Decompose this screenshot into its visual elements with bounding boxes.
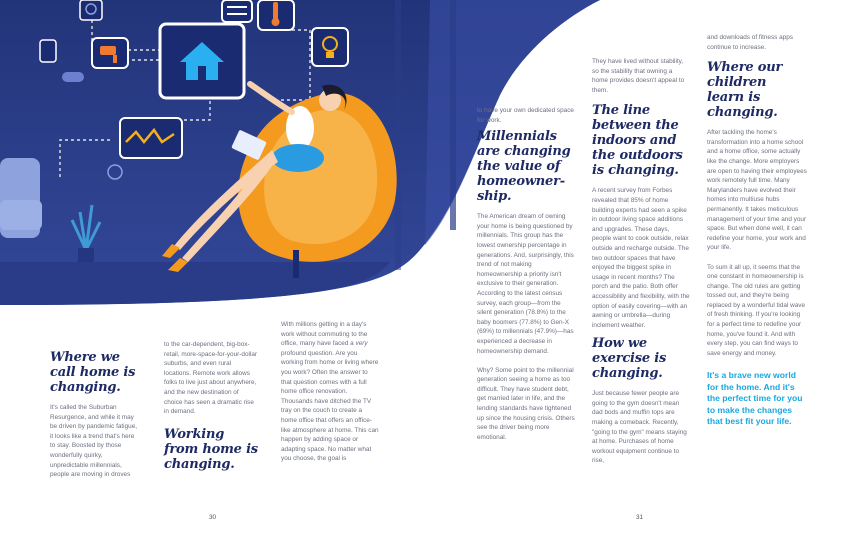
body-text: With millions getting in a day's work without commuting to the office, many have faced a very profound question. Are you working from home or living where you work? Often the answer to that question comes with a full home office renovation. Thousands have ditched the TV tray on the couch to create a home office that offers an office-like atmosphere at home. This can happen by adding space or adapting space. No matter what you choose, the goal is	[281, 321, 379, 463]
heading-working-from-home: Working from home is changing.	[164, 426, 258, 472]
left-col-2	[164, 340, 258, 472]
left-col-1	[50, 350, 141, 480]
right-col-1	[477, 106, 575, 442]
body-text: A recent survey from Forbes revealed that 85% of home building experts had seen a spike in outdoor living space additions and upgrades. These days, people want to cook outside, relax outside and recharge outside. The two outdoor spaces that have enjoyed the biggest spike in usage in recent months? The porch and the patio. Both offer accessibility and flexibility, with the option of easily covering—with an awning or umbrella—during inclement weather.	[592, 187, 690, 329]
body-text: and downloads of fitness apps continue to increase.	[707, 34, 793, 51]
callout-brave-new-world: It's a brave new world for the home. And it's the perfect time for you to make the changes that best fit your life.	[707, 370, 803, 427]
body-text: It's called the Suburban Resurgence, and while it may be driven by pandemic fatigue, it looks like a trend that's here to stay. Boosted by those wonderfully quirky, unpredictable millennials, people are moving in droves	[50, 404, 138, 479]
body-text: Why? Some point to the millennial generation seeing a home as too difficult. They have student debt, get married later in life, and the lending standards have tightened up since the housing crisis. Others see the driver being more emotional.	[477, 366, 575, 441]
heading-millennials: Millennials are changing the value of homeowner-ship.	[477, 129, 571, 205]
body-text: They have lived without stability, so the stability that owning a home provides doesn't appeal to them.	[592, 58, 685, 94]
heading-children-learn: Where our children learn is changing.	[707, 60, 783, 121]
body-text: After tackling the home's transformation into a home school and a home office, some actually like the change. More employers are open to having their employees work remotely full time. Many Marylanders have evolved their homes into multiuse hubs permanently. It takes meticulous management of your time and your space. But when done well, it can redefine your home, your work and your life.	[707, 129, 807, 252]
heading-where-we-call-home: Where we call home is changing.	[50, 350, 136, 395]
right-col-2	[592, 57, 690, 466]
page-number-right: 31	[636, 514, 644, 521]
body-text: to have your own dedicated space for work.	[477, 107, 574, 124]
body-text: The American dream of owning your home is being questioned by millennials. This group has the lowest ownership percentage in generations. And, surprisingly, this trend of not making homeownership a priority isn't exclusive to their generation. According to the latest census survey, each group—from the silent generation (78.8%) to the baby boomers (77.8%) to Gen-X (69%) to millennials (47.9%)—has experienced a decrease in homeownership demand.	[477, 213, 574, 355]
heading-indoors-outdoors: The line between the indoors and the outdoors is changing.	[592, 103, 683, 179]
body-text: to the car-dependent, big-box-retail, more-space-for-your-dollar suburbs, and even rural locations. Remote work allows folks to live just about anywhere, and the new destination of choice has seen a dramatic rise in demand.	[164, 341, 258, 416]
body-text: To sum it all up, it seems that the one constant in homeownership is change. The old rules are getting tossed out, and they're being replaced by a wonderful tidal wave of fresh thinking. If you're looking for a perfect time to redefine your home, you've found it. And with every step, you can find ways to save energy and money.	[707, 263, 806, 357]
body-text: Just because fewer people are going to the gym doesn't mean dad bods and muffin tops are making a comeback. Recently, "going to the gym" means staying at home. Purchases of home workout equipment continue to rise,	[592, 390, 687, 465]
left-col-3	[281, 320, 379, 464]
page-number-left: 30	[209, 514, 217, 521]
heading-exercise: How we exercise is changing.	[592, 336, 667, 382]
right-col-3	[707, 33, 807, 427]
